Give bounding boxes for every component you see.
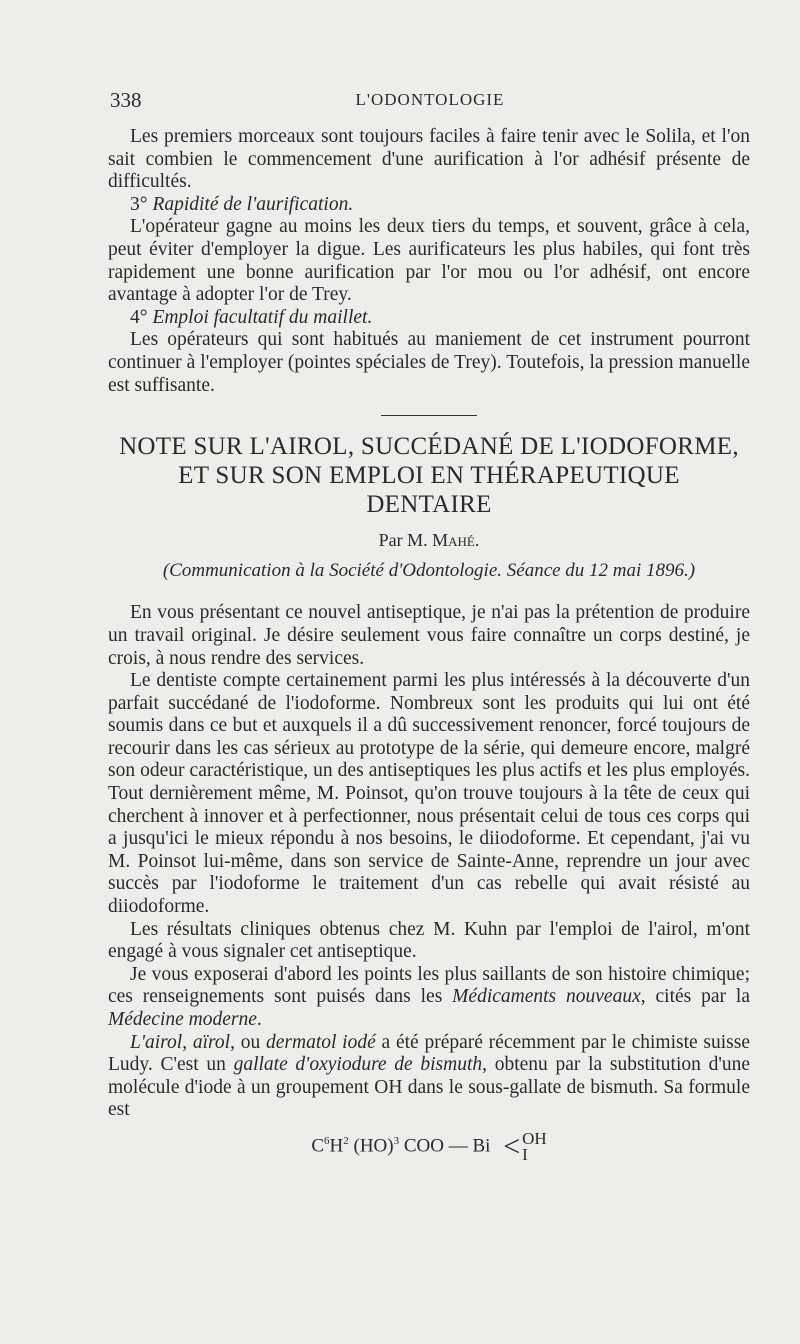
paragraph-intro: En vous présentant ce nouvel antiseptique, je n'ai pas la prétention de produire un travail original. Je désire seulement vous faire connaître un corps destiné, je crois, à nous rendre des services. bbox=[108, 602, 750, 669]
paragraph-rapidity: L'opérateur gagne au moins les deux tiers du temps, et souvent, grâce à cela, peut éviter d'employer la digue. Les aurificateurs les plus habiles, qui font très rapidement une bonne aurification par l'or mou ou l'or adhésif, ont encore avantage à adopter l'or de Trey. bbox=[108, 216, 750, 306]
paragraph-history bbox=[108, 964, 750, 1032]
article-title-line-1: NOTE SUR L'AIROL, SUCCÉDANÉ DE L'IODOFORME, bbox=[119, 433, 739, 461]
bond-bracket: < bbox=[503, 1129, 521, 1163]
italic-term: L'airol bbox=[130, 1031, 183, 1053]
paragraph-airol bbox=[108, 1032, 750, 1122]
italic-term: aïrol bbox=[192, 1031, 231, 1053]
paragraph-maillet: Les opérateurs qui sont habitués au maniement de cet instrument pourront continuer à l'employer (pointes spéciales de Trey). Toutefois, la pression manuelle est suffisante. bbox=[108, 329, 750, 396]
formula-ho-sup: 3 bbox=[393, 1134, 400, 1147]
author-name: Mahé. bbox=[432, 530, 480, 551]
italic-reference: Médecine moderne bbox=[108, 1009, 257, 1030]
paragraph-results: Les résultats cliniques obtenus chez M. Kuhn par l'emploi de l'airol, m'ont engagé à vous signaler cet antiseptique. bbox=[108, 918, 750, 963]
heading-item-3 bbox=[108, 194, 750, 217]
text-span: , obtenu par la substitution d'une molécule d'iode à un groupement OH dans le sous-gallate de bismuth. Sa formule est bbox=[108, 1054, 751, 1121]
page-header bbox=[110, 88, 750, 118]
text-span: , bbox=[182, 1031, 193, 1053]
text-span: . bbox=[256, 1009, 262, 1030]
formula-h-sup: 2 bbox=[343, 1134, 349, 1147]
italic-term: dermatol iodé bbox=[266, 1031, 376, 1053]
byline-prefix: Par M. bbox=[378, 530, 428, 551]
text-span: a été préparé récemment par le chimiste suisse Ludy. C'est un bbox=[108, 1031, 751, 1076]
page-body bbox=[108, 126, 750, 1163]
chemical-formula bbox=[108, 1128, 750, 1163]
italic-reference: Médicaments nouveaux bbox=[452, 986, 641, 1008]
formula-substituents bbox=[522, 1128, 547, 1164]
communication-note: (Communication à la Société d'Odontologie. Séance du 12 mai 1896.) bbox=[162, 559, 696, 581]
item-4-title: Emploi facultatif du maillet. bbox=[152, 306, 373, 328]
page-number: 338 bbox=[110, 88, 142, 112]
formula-h: H bbox=[329, 1135, 344, 1157]
text-span: , ou bbox=[230, 1031, 266, 1053]
article-title-line-3: DENTAIRE bbox=[366, 491, 492, 519]
formula-c-sup: 6 bbox=[324, 1134, 330, 1147]
paragraph-dentist: Le dentiste compte certainement parmi les plus intéressés à la découverte d'un parfait succédané de l'iodoforme. Nombreux sont les produits qui lui ont été soumis dans ce but et auxquels il a dû successivement renoncer, forcé toujours de recourir dans les cas sérieux au prototype de la série, qui demeure encore, malgré son odeur caractéristique, un des antiseptiques les plus actifs et les plus employés. Tout dernièrement même, M. Poinsot, qu'on trouve toujours à la tête de ceux qui cherchent à innover et à perfectionner, nous présentait celui de tous ces corps qui a jusqu'ici le mieux répondu à nos besoins, le diiodoforme. Et cependant, j'ai vu M. Poinsot lui-même, dans son service de Sainte-Anne, reprendre un jour avec succès par l'iodoforme le traitement d'un cas rebelle qui avait résisté au diiodoforme. bbox=[108, 670, 750, 918]
byline bbox=[108, 529, 750, 552]
running-head: L'ODONTOLOGIE bbox=[355, 90, 505, 109]
heading-item-4 bbox=[108, 307, 750, 330]
formula-i: I bbox=[522, 1144, 528, 1164]
section-divider bbox=[381, 415, 477, 416]
formula-rest: COO — Bi bbox=[403, 1135, 491, 1157]
italic-term: gallate d'oxyiodure de bismuth bbox=[233, 1054, 483, 1076]
formula-oh: OH bbox=[522, 1128, 547, 1148]
item-3-title: Rapidité de l'aurification. bbox=[152, 193, 354, 215]
article-title bbox=[108, 432, 750, 519]
formula-ho: (HO) bbox=[353, 1135, 394, 1157]
formula-c: C bbox=[311, 1135, 325, 1157]
item-3-number: 3° bbox=[130, 193, 148, 215]
paragraph-solila: Les premiers morceaux sont toujours faciles à faire tenir avec le Solila, et l'on sait combien le commencement d'une aurification à l'or adhésif présente de difficultés. bbox=[108, 126, 750, 193]
item-4-number: 4° bbox=[130, 306, 148, 328]
text-span: , cités par la bbox=[640, 986, 750, 1008]
text-span: Je vous exposerai d'abord les points les plus saillants de son histoire chimique; ces renseignements sont puisés dans les bbox=[108, 963, 750, 1008]
article-title-line-2: ET SUR SON EMPLOI EN THÉRAPEUTIQUE bbox=[178, 462, 680, 490]
